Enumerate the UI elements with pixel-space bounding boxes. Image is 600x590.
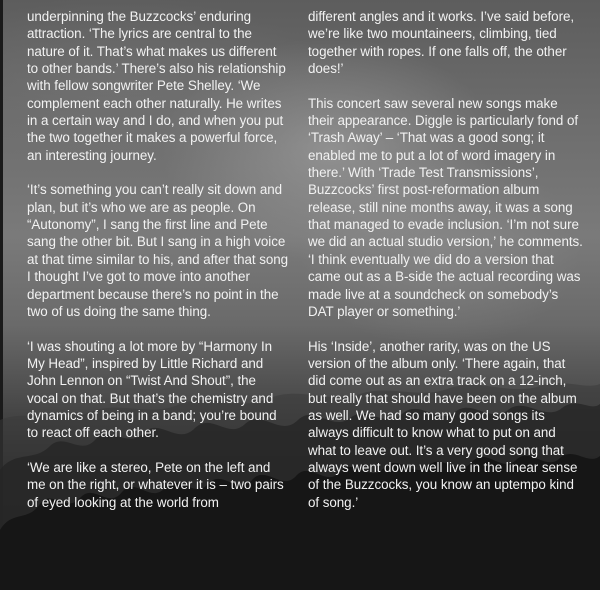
paragraph: ‘I was shouting a lot more by “Harmony In My Head”, inspired by Little Richard and John Lennon on “Twist And Shout”, the vocal on that. But that’s the chemistry and dynamics of being in a band; you’re bound to react off each other. <box>27 338 277 441</box>
paragraph: different angles and it works. I’ve said before, we’re like two mountaineers, climbing, tied together with ropes. If one falls off, the other does!’ <box>308 9 575 77</box>
paragraph: underpinning the Buzzcocks’ enduring attraction. ‘The lyrics are central to the nature of it. That’s what makes us different to other bands.’ There’s also his relationship with fellow songwriter Pete Shelley. ‘We complement each other naturally. He writes in a certain way and I do, and when you put the two together it makes a powerful force, an interesting journey. <box>27 9 286 163</box>
paragraph: ‘We are like a stereo, Pete on the left and me on the right, or whatever it is – two pairs of eyed looking at the world from <box>27 459 284 510</box>
text-column-left <box>27 8 289 528</box>
paragraph: His ‘Inside’, another rarity, was on the US version of the album only. ‘There again, that did come out as an extra track on a 12-inch, but really that should have been on the album as well. We had so many good songs its always difficult to know what to put on and what to leave out. It’s a very good song that always went down well live in the linear sense of the Buzzcocks, you know an uptempo kind of song.’ <box>308 338 578 510</box>
paragraph: This concert saw several new songs make their appearance. Diggle is particularly fond of ‘Trash Away’ – ‘That was a good song; it enabled me to put a lot of word imagery in there.’ With ‘Trade Test Transmissions’, Buzzcocks’ first post-reformation album release, still nine months away, it was a song that managed to evade inclusion. ‘I’m not sure we did an actual studio version,’ he comments. ‘I think eventually we did do a version that came out as a B-side the actual recording was made live at a soundcheck on somebody’s DAT player or something.’ <box>308 95 583 319</box>
text-column-right <box>308 8 584 528</box>
paragraph: ‘It’s something you can’t really sit down and plan, but it’s who we are as people. On “Autonomy”, I sang the first line and Pete sang the other bit. But I sang in a high voice at that time similar to his, and after that song I thought I’ve got to move into another department because there’s no point in the two of us doing the same thing. <box>27 182 289 319</box>
